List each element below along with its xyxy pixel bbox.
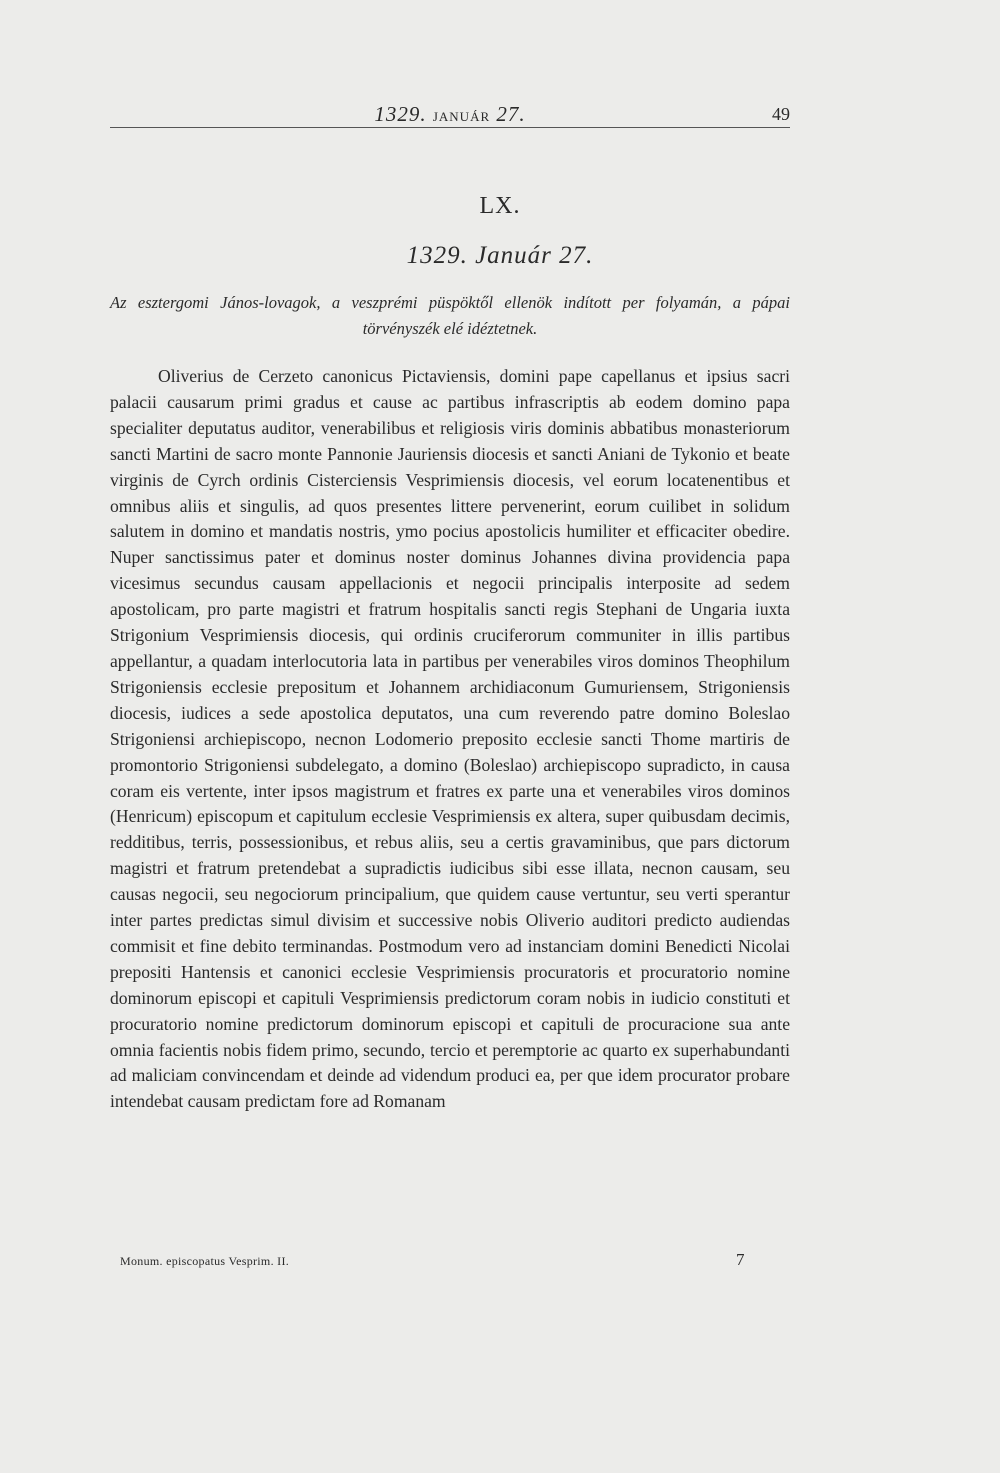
document-date: 1329. Január 27. <box>406 242 594 269</box>
document-body: Oliverius de Cerzeto canonicus Pictaviensis, domini pape capellanus et ipsius sacri palacii causarum primi gradus et cause ac partibus infrascriptis ab eodem domino papa specialiter deputatus auditor, venerabilibus et religiosis viris dominis abbatibus monasteriorum sancti Martini de sacro monte Pannonie Jauriensis diocesis et sancti Aniani de Tykonio et beate virginis de Cyrch ordinis Cisterciensis Vesprimiensis diocesis, vel eorum locatenentibus et omnibus aliis et singulis, ad quos presentes littere pervenerint, eorum cuilibet in solidum salutem in domino et mandatis nostris, ymo pocius apostolicis humiliter et efficaciter obedire. Nuper sanctissimus pater et dominus noster dominus Johannes divina providencia papa vicesimus secundus causam appellacionis et negocii principalis interposite ad sedem apostolicam, pro parte magistri et fratrum hospitalis sancti regis Stephani de Ungaria iuxta Strigonium Vesprimiensis diocesis, qui ordinis cruciferorum communiter in illis partibus appellantur, a quadam interlocutoria lata in partibus per venerabiles viros dominos Theophilum Strigoniensis ecclesie prepositum et Johannem archidiaconum Gumuriensem, Strigoniensis diocesis, iudices a sede apostolica deputatos, una cum reverendo patre domino Boleslao Strigoniensi archiepiscopo, necnon Lodomerio preposito ecclesie sancti Thome martiris de promontorio Strigoniensi subdelegato, a domino (Boleslao) archiepiscopo supradicto, in causa coram eis vertente, inter ipsos magistrum et fratres ex parte una et venerabiles viros dominos (Henricum) episcopum et capitulum ecclesie Vesprimiensis ex altera, super quibusdam decimis, redditibus, terris, possessionibus, et rebus aliis, seu a certis gravaminibus, que pars dictorum magistri et fratrum pretendebat a supradictis iudicibus sibi esse illata, necnon causam, seu causas negocii, seu negociorum principalium, que quidem cause vertuntur, seu verti sperantur inter partes predictas simul divisim et successive nobis Oliverio auditori predicto audiendas commisit et fine debito terminandas. Postmodum vero ad instanciam domini Benedicti Nicolai prepositi Hantensis et canonici ecclesie Vesprimiensis procuratoris et procuratorio nomine dominorum episcopi et capituli Vesprimiensis predictorum coram nobis in iudicio constituti et procuratorio nomine predictorum dominorum episcopi et capituli de procuracione sua ante omnia facientis nobis fidem primo, secundo, tercio et peremptorie ac quarto ex superhabundanti ad maliciam convincendam et deinde ad videndum produci ea, per que idem procurator probare intendebat causam predictam fore ad Romanam <box>110 366 790 1112</box>
footer-signature: 7 <box>736 1250 745 1269</box>
running-year: 1329. <box>374 102 427 126</box>
document-summary: Az esztergomi János-lovagok, a veszprémi püspöktől ellenök indított per folyamán, a pápai törvényszék elé idéztetnek. <box>110 293 790 338</box>
document-number: LX. <box>479 193 521 219</box>
running-day: 27. <box>496 102 526 126</box>
running-month: JANUÁR <box>432 109 491 124</box>
running-title <box>110 102 790 127</box>
page-number: 49 <box>772 104 790 124</box>
running-head <box>110 100 790 130</box>
footer-series: Monum. episcopatus Vesprim. II. <box>120 1254 290 1268</box>
header-rule <box>110 127 790 128</box>
